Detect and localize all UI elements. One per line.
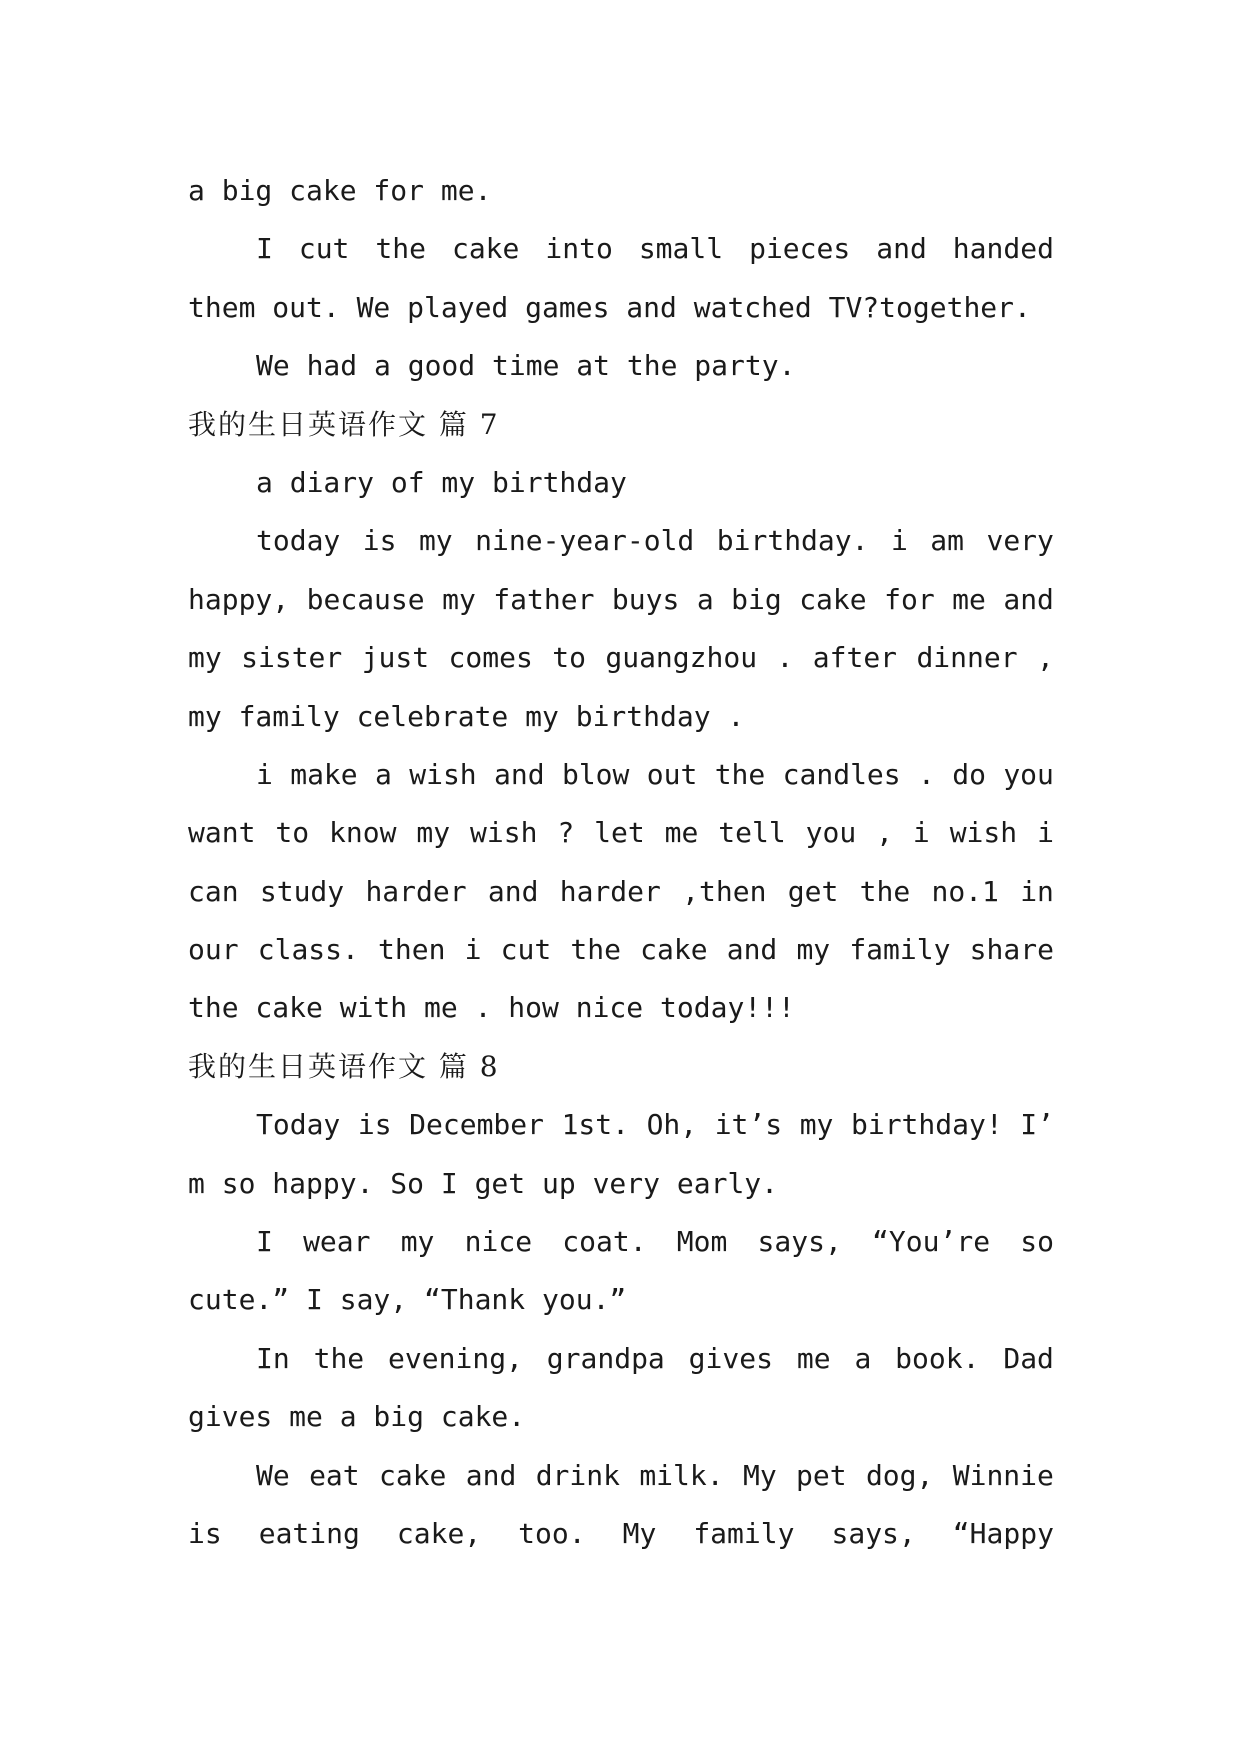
paragraph-line: We had a good time at the party. — [256, 349, 796, 383]
word: share — [969, 933, 1054, 967]
section-heading: 我的生日英语作文 篇 8 — [188, 1049, 500, 1083]
paragraph-line — [188, 1096, 1054, 1154]
word: today — [256, 524, 341, 558]
word: big — [731, 582, 782, 616]
paragraph-line — [188, 863, 1054, 921]
word: can — [188, 874, 239, 908]
word: a — [375, 757, 392, 791]
word: and — [494, 757, 545, 791]
word: grandpa — [546, 1341, 665, 1375]
word: Oh, — [646, 1108, 698, 1142]
word: let — [594, 816, 645, 850]
word: birthday! — [850, 1108, 1003, 1142]
word: it’s — [714, 1108, 783, 1142]
word: the — [313, 1341, 365, 1375]
word: I — [256, 1225, 273, 1259]
word: Mom — [676, 1225, 728, 1259]
word: candles — [782, 757, 901, 791]
word: into — [545, 232, 613, 266]
word: is — [362, 524, 397, 558]
word: the — [375, 232, 426, 266]
word: We — [256, 1458, 290, 1492]
word: class. — [257, 933, 359, 967]
word: am — [930, 524, 964, 558]
word: in — [1020, 874, 1054, 908]
word: “Happy — [952, 1516, 1054, 1550]
word: the — [714, 757, 766, 791]
word: My — [622, 1516, 657, 1550]
word: I — [256, 232, 273, 266]
word: harder — [365, 874, 467, 908]
word: my — [418, 524, 453, 558]
word: get — [787, 874, 839, 908]
paragraph-line: cute.” I say, “Thank you.” — [188, 1283, 627, 1317]
word: our — [188, 933, 239, 967]
word: eating — [258, 1516, 360, 1550]
word: because — [306, 582, 425, 616]
word: dinner — [916, 641, 1018, 675]
word: family — [693, 1516, 795, 1550]
word: happy, — [188, 582, 290, 616]
word: In — [256, 1341, 290, 1375]
paragraph-line: gives me a big cake. — [188, 1400, 526, 1434]
paragraph-line — [188, 1447, 1054, 1505]
word: nice — [464, 1225, 533, 1259]
word: a — [854, 1341, 872, 1375]
word: i — [890, 524, 908, 558]
paragraph-line — [188, 220, 1054, 278]
paragraph-line — [188, 512, 1054, 570]
paragraph-line — [188, 1505, 1054, 1563]
word: cake — [378, 1458, 447, 1492]
word: want — [188, 816, 256, 850]
word: then — [378, 933, 446, 967]
word: to — [275, 816, 310, 850]
word: make — [290, 757, 358, 791]
word: and — [465, 1458, 517, 1492]
word: and — [1003, 582, 1054, 616]
paragraph-line: the cake with me . how nice today!!! — [188, 991, 795, 1025]
word: you — [805, 816, 857, 850]
word: . — [776, 641, 794, 675]
word: cake, — [396, 1516, 482, 1550]
word: me — [664, 816, 699, 850]
word: after — [812, 641, 898, 675]
word: i — [256, 757, 273, 791]
word: says, — [757, 1225, 842, 1259]
word: dog, — [865, 1458, 934, 1492]
word: small — [638, 232, 724, 266]
section-heading: 我的生日英语作文 篇 7 — [188, 407, 500, 441]
word: . — [918, 757, 935, 791]
word: i — [1037, 816, 1054, 850]
word: Dad — [1003, 1341, 1054, 1375]
word: cut — [500, 933, 552, 967]
word: , — [876, 816, 893, 850]
word: my — [400, 1225, 435, 1259]
word: wear — [303, 1225, 371, 1259]
word: December — [409, 1108, 544, 1142]
word: just — [361, 641, 430, 675]
word: , — [1037, 641, 1054, 675]
word: very — [986, 524, 1054, 558]
word: my — [799, 1108, 834, 1142]
word: cake — [451, 232, 520, 266]
paragraph-line — [188, 921, 1054, 979]
word: my — [188, 641, 222, 675]
word: is — [357, 1108, 392, 1142]
word: “You’re — [872, 1225, 991, 1259]
word: me — [952, 582, 986, 616]
word: my — [442, 582, 476, 616]
word: my — [796, 933, 831, 967]
paragraph-line: a diary of my birthday — [256, 465, 627, 499]
word: know — [329, 816, 397, 850]
word: I’ — [1020, 1108, 1054, 1142]
word: guangzhou — [605, 641, 758, 675]
word: ? — [557, 816, 575, 850]
paragraph-line — [188, 1330, 1054, 1388]
paragraph-line — [188, 1213, 1054, 1271]
word: says, — [831, 1516, 916, 1550]
word: harder — [559, 874, 661, 908]
word: cake — [799, 582, 867, 616]
word: study — [259, 874, 345, 908]
word: evening, — [388, 1341, 523, 1375]
word: for — [884, 582, 935, 616]
word: you — [1003, 757, 1054, 791]
word: Winnie — [952, 1458, 1054, 1492]
word: and — [726, 933, 778, 967]
word: sister — [241, 641, 343, 675]
word: do — [952, 757, 986, 791]
word: birthday. — [716, 524, 869, 558]
word: ,then — [682, 874, 767, 908]
word: too. — [518, 1516, 586, 1550]
word: tell — [718, 816, 786, 850]
word: and — [876, 232, 927, 266]
word: to — [552, 641, 586, 675]
word: drink — [535, 1458, 620, 1492]
word: handed — [952, 232, 1054, 266]
word: gives — [688, 1341, 773, 1375]
word: and — [487, 874, 539, 908]
word: milk. — [639, 1458, 724, 1492]
word: comes — [448, 641, 533, 675]
word: out — [646, 757, 698, 791]
paragraph-line: a big cake for me. — [188, 174, 492, 207]
paragraph-line — [188, 571, 1054, 629]
word: cake — [640, 933, 708, 967]
word: blow — [561, 757, 630, 791]
word: i — [464, 933, 482, 967]
word: family — [849, 933, 951, 967]
word: so — [1020, 1225, 1054, 1259]
word: me — [796, 1341, 831, 1375]
word: Today — [256, 1108, 341, 1142]
word: book. — [895, 1341, 980, 1375]
word: my — [416, 816, 451, 850]
word: 1st. — [561, 1108, 629, 1142]
word: wish — [409, 757, 477, 791]
word: the — [859, 874, 911, 908]
paragraph-line: them out. We played games and watched TV?together. — [188, 290, 1031, 324]
word: wish — [470, 816, 538, 850]
word: buys — [611, 582, 680, 616]
document-body — [188, 162, 1054, 1563]
paragraph-line — [188, 746, 1054, 804]
word: father — [493, 582, 595, 616]
word: coat. — [562, 1225, 647, 1259]
word: eat — [309, 1458, 360, 1492]
word: pet — [796, 1458, 847, 1492]
paragraph-line: my family celebrate my birthday . — [188, 699, 745, 733]
word: cut — [298, 232, 350, 266]
word: the — [570, 933, 621, 967]
word: is — [188, 1516, 222, 1550]
word: wish — [949, 816, 1018, 850]
word: no.1 — [931, 874, 999, 908]
word: nine-year-old — [475, 524, 695, 558]
paragraph-line — [188, 629, 1054, 687]
word: a — [696, 582, 714, 616]
paragraph-line — [188, 804, 1054, 862]
paragraph-line: m so happy. So I get up very early. — [188, 1166, 779, 1200]
word: i — [912, 816, 930, 850]
word: pieces — [749, 232, 851, 266]
word: My — [742, 1458, 777, 1492]
